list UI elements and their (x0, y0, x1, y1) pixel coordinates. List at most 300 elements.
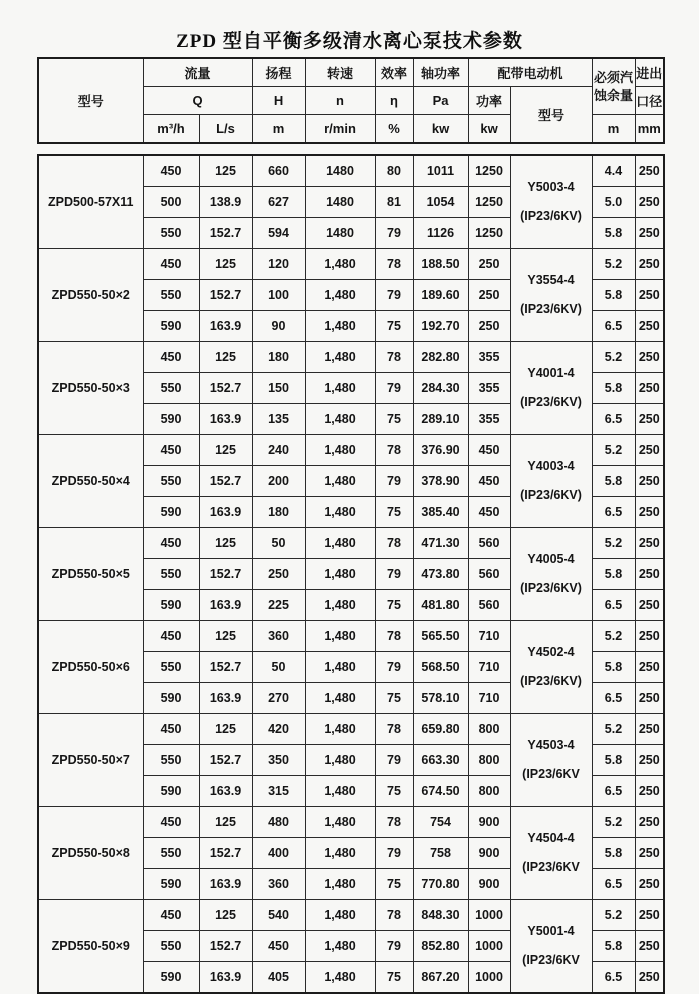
unit-motor-power: kw (468, 115, 510, 144)
data-cell: 378.90 (413, 466, 468, 497)
motor-model-line: Y4001-4 (527, 366, 575, 380)
data-cell: 135 (252, 404, 305, 435)
data-cell: 250 (635, 559, 664, 590)
data-cell: 250 (635, 373, 664, 404)
motor-model-line: Y3554-4 (527, 273, 575, 287)
data-cell: 5.2 (592, 621, 635, 652)
data-cell: 1,480 (305, 621, 375, 652)
data-cell: 481.80 (413, 590, 468, 621)
col-header-motor-group: 配带电动机 (468, 58, 592, 87)
data-cell: 152.7 (199, 466, 252, 497)
npsh-label-line1: 必须汽 (594, 69, 634, 85)
data-cell: 152.7 (199, 280, 252, 311)
data-cell: 240 (252, 435, 305, 466)
data-cell: 550 (143, 745, 199, 776)
data-cell: 250 (635, 869, 664, 900)
data-cell: 78 (375, 621, 413, 652)
data-cell: 1250 (468, 218, 510, 249)
data-cell: 1,480 (305, 342, 375, 373)
pump-model-cell: ZPD550-50×9 (38, 900, 143, 994)
data-cell: 1011 (413, 155, 468, 187)
data-cell: 1,480 (305, 559, 375, 590)
data-cell: 1,480 (305, 776, 375, 807)
data-cell: 125 (199, 900, 252, 931)
col-header-flow-symbol: Q (143, 87, 252, 115)
motor-enclosure-line: (IP23/6KV (522, 767, 580, 781)
data-cell: 590 (143, 497, 199, 528)
motor-model-line: Y4503-4 (527, 738, 575, 752)
data-cell: 594 (252, 218, 305, 249)
data-cell: 79 (375, 466, 413, 497)
unit-flow-ls: L/s (199, 115, 252, 144)
motor-model-line: Y5001-4 (527, 924, 575, 938)
data-cell: 1,480 (305, 497, 375, 528)
motor-model-line: Y4504-4 (527, 831, 575, 845)
data-cell: 250 (468, 249, 510, 280)
motor-model-line: Y4005-4 (527, 552, 575, 566)
data-cell: 78 (375, 900, 413, 931)
data-cell: 500 (143, 187, 199, 218)
motor-model-cell (510, 342, 592, 435)
data-cell: 250 (635, 962, 664, 994)
data-cell: 550 (143, 652, 199, 683)
col-header-head-symbol: H (252, 87, 305, 115)
unit-npsh: m (592, 115, 635, 144)
data-cell: 79 (375, 838, 413, 869)
data-cell: 225 (252, 590, 305, 621)
data-cell: 5.8 (592, 373, 635, 404)
data-cell: 710 (468, 683, 510, 714)
data-cell: 6.5 (592, 590, 635, 621)
data-cell: 163.9 (199, 311, 252, 342)
data-cell: 78 (375, 714, 413, 745)
data-cell: 450 (468, 435, 510, 466)
data-cell: 578.10 (413, 683, 468, 714)
data-cell: 250 (635, 404, 664, 435)
data-cell: 450 (143, 621, 199, 652)
col-header-port-line1: 进出 (635, 58, 664, 87)
data-cell: 5.8 (592, 931, 635, 962)
data-cell: 1000 (468, 962, 510, 994)
data-cell: 250 (635, 683, 664, 714)
pump-model-cell: ZPD550-50×8 (38, 807, 143, 900)
data-cell: 450 (468, 497, 510, 528)
data-cell: 6.5 (592, 311, 635, 342)
data-cell: 6.5 (592, 404, 635, 435)
data-cell: 450 (143, 342, 199, 373)
data-cell: 152.7 (199, 373, 252, 404)
data-cell: 800 (468, 776, 510, 807)
data-cell: 1,480 (305, 404, 375, 435)
data-cell: 250 (635, 155, 664, 187)
col-header-npsh (592, 58, 635, 115)
data-cell: 250 (635, 931, 664, 962)
data-cell: 450 (143, 435, 199, 466)
data-cell: 163.9 (199, 497, 252, 528)
data-cell: 405 (252, 962, 305, 994)
data-cell: 50 (252, 528, 305, 559)
data-cell: 674.50 (413, 776, 468, 807)
data-cell: 5.0 (592, 187, 635, 218)
data-cell: 450 (252, 931, 305, 962)
data-cell: 180 (252, 497, 305, 528)
spec-table-wrapper (37, 57, 665, 994)
data-cell: 163.9 (199, 776, 252, 807)
motor-model-cell (510, 807, 592, 900)
data-cell: 75 (375, 404, 413, 435)
data-cell: 5.8 (592, 466, 635, 497)
data-cell: 250 (635, 280, 664, 311)
data-cell: 79 (375, 931, 413, 962)
data-cell: 471.30 (413, 528, 468, 559)
data-cell: 848.30 (413, 900, 468, 931)
data-cell: 852.80 (413, 931, 468, 962)
data-cell: 250 (635, 311, 664, 342)
data-cell: 6.5 (592, 497, 635, 528)
data-cell: 1,480 (305, 466, 375, 497)
data-cell: 4.4 (592, 155, 635, 187)
data-cell: 770.80 (413, 869, 468, 900)
col-header-speed: 转速 (305, 58, 375, 87)
page-title: ZPD 型自平衡多级清水离心泵技术参数 (176, 31, 523, 52)
data-cell: 1,480 (305, 435, 375, 466)
data-cell: 900 (468, 869, 510, 900)
data-cell: 192.70 (413, 311, 468, 342)
motor-enclosure-line: (IP23/6KV) (520, 581, 582, 595)
motor-model-cell (510, 900, 592, 994)
data-cell: 5.2 (592, 714, 635, 745)
data-cell: 1,480 (305, 745, 375, 776)
data-cell: 420 (252, 714, 305, 745)
data-cell: 900 (468, 807, 510, 838)
table-row (38, 155, 664, 187)
data-cell: 75 (375, 590, 413, 621)
unit-port: mm (635, 115, 664, 144)
data-cell: 5.8 (592, 652, 635, 683)
data-cell: 125 (199, 621, 252, 652)
data-cell: 250 (635, 249, 664, 280)
pump-model-cell: ZPD550-50×7 (38, 714, 143, 807)
data-cell: 355 (468, 373, 510, 404)
data-cell: 350 (252, 745, 305, 776)
data-cell: 1054 (413, 187, 468, 218)
data-cell: 250 (635, 807, 664, 838)
data-cell: 75 (375, 776, 413, 807)
data-cell: 138.9 (199, 187, 252, 218)
data-cell: 250 (635, 528, 664, 559)
col-header-shaft-power: 轴功率 (413, 58, 468, 87)
data-cell: 250 (635, 466, 664, 497)
data-cell: 250 (635, 745, 664, 776)
data-cell: 163.9 (199, 590, 252, 621)
data-cell: 79 (375, 280, 413, 311)
data-cell: 590 (143, 962, 199, 994)
data-cell: 710 (468, 652, 510, 683)
data-cell: 81 (375, 187, 413, 218)
data-cell: 1000 (468, 931, 510, 962)
data-cell: 5.8 (592, 745, 635, 776)
data-cell: 250 (635, 590, 664, 621)
data-cell: 560 (468, 528, 510, 559)
pump-table-body (37, 154, 665, 994)
col-header-efficiency-symbol: η (375, 87, 413, 115)
data-cell: 125 (199, 155, 252, 187)
data-cell: 663.30 (413, 745, 468, 776)
data-cell: 540 (252, 900, 305, 931)
motor-model-line: Y4502-4 (527, 645, 575, 659)
data-cell: 590 (143, 404, 199, 435)
data-cell: 163.9 (199, 683, 252, 714)
motor-model-line: Y4003-4 (527, 459, 575, 473)
data-cell: 1,480 (305, 249, 375, 280)
npsh-label-line2: 蚀余量 (594, 87, 634, 103)
data-cell: 125 (199, 807, 252, 838)
data-cell: 79 (375, 559, 413, 590)
data-cell: 590 (143, 869, 199, 900)
motor-model-cell (510, 714, 592, 807)
table-row (38, 249, 664, 280)
col-header-head: 扬程 (252, 58, 305, 87)
data-cell: 100 (252, 280, 305, 311)
data-cell: 189.60 (413, 280, 468, 311)
data-cell: 250 (635, 900, 664, 931)
data-cell: 125 (199, 342, 252, 373)
data-cell: 376.90 (413, 435, 468, 466)
motor-enclosure-line: (IP23/6KV) (520, 302, 582, 316)
data-cell: 590 (143, 311, 199, 342)
data-cell: 79 (375, 373, 413, 404)
data-cell: 50 (252, 652, 305, 683)
col-header-motor-power: 功率 (468, 87, 510, 115)
table-row (38, 435, 664, 466)
data-cell: 1,480 (305, 900, 375, 931)
unit-head: m (252, 115, 305, 144)
data-cell: 450 (143, 807, 199, 838)
data-cell: 560 (468, 590, 510, 621)
data-cell: 1,480 (305, 652, 375, 683)
table-row (38, 528, 664, 559)
pump-model-cell: ZPD550-50×2 (38, 249, 143, 342)
data-cell: 180 (252, 342, 305, 373)
motor-enclosure-line: (IP23/6KV) (520, 395, 582, 409)
data-cell: 560 (468, 559, 510, 590)
unit-speed: r/min (305, 115, 375, 144)
data-cell: 1,480 (305, 931, 375, 962)
data-cell: 80 (375, 155, 413, 187)
data-cell: 1,480 (305, 528, 375, 559)
table-row (38, 621, 664, 652)
data-cell: 1,480 (305, 373, 375, 404)
pump-table-header (37, 57, 665, 144)
unit-efficiency: % (375, 115, 413, 144)
data-cell: 800 (468, 714, 510, 745)
motor-model-cell (510, 528, 592, 621)
data-cell: 250 (635, 621, 664, 652)
data-cell: 450 (143, 900, 199, 931)
data-cell: 867.20 (413, 962, 468, 994)
data-cell: 1,480 (305, 807, 375, 838)
data-cell: 250 (635, 435, 664, 466)
data-cell: 6.5 (592, 962, 635, 994)
table-row (38, 807, 664, 838)
data-cell: 152.7 (199, 218, 252, 249)
pump-model-cell: ZPD550-50×5 (38, 528, 143, 621)
data-cell: 550 (143, 466, 199, 497)
motor-model-cell (510, 435, 592, 528)
motor-model-cell (510, 155, 592, 249)
data-cell: 590 (143, 776, 199, 807)
data-cell: 568.50 (413, 652, 468, 683)
data-cell: 754 (413, 807, 468, 838)
data-cell: 355 (468, 404, 510, 435)
data-cell: 5.2 (592, 900, 635, 931)
motor-enclosure-line: (IP23/6KV (522, 953, 580, 967)
data-cell: 5.8 (592, 280, 635, 311)
col-header-shaft-power-symbol: Pa (413, 87, 468, 115)
data-cell: 78 (375, 435, 413, 466)
data-cell: 250 (468, 311, 510, 342)
data-cell: 450 (143, 155, 199, 187)
data-cell: 90 (252, 311, 305, 342)
data-cell: 120 (252, 249, 305, 280)
data-cell: 550 (143, 559, 199, 590)
data-cell: 590 (143, 683, 199, 714)
table-row (38, 714, 664, 745)
data-cell: 1,480 (305, 962, 375, 994)
table-row (38, 342, 664, 373)
data-cell: 250 (635, 838, 664, 869)
data-cell: 1,480 (305, 838, 375, 869)
motor-model-line: Y5003-4 (527, 180, 575, 194)
data-cell: 1,480 (305, 280, 375, 311)
data-cell: 400 (252, 838, 305, 869)
pump-model-cell: ZPD550-50×4 (38, 435, 143, 528)
data-cell: 659.80 (413, 714, 468, 745)
data-cell: 315 (252, 776, 305, 807)
data-cell: 1480 (305, 187, 375, 218)
data-cell: 450 (143, 714, 199, 745)
data-cell: 152.7 (199, 559, 252, 590)
data-cell: 5.8 (592, 218, 635, 249)
data-cell: 450 (143, 249, 199, 280)
data-cell: 550 (143, 838, 199, 869)
data-cell: 75 (375, 497, 413, 528)
unit-flow-m3h: m³/h (143, 115, 199, 144)
data-cell: 6.5 (592, 776, 635, 807)
data-cell: 6.5 (592, 683, 635, 714)
data-cell: 1,480 (305, 311, 375, 342)
data-cell: 355 (468, 342, 510, 373)
data-cell: 1480 (305, 155, 375, 187)
data-cell: 565.50 (413, 621, 468, 652)
data-cell: 125 (199, 435, 252, 466)
motor-model-cell (510, 249, 592, 342)
data-cell: 1,480 (305, 869, 375, 900)
data-cell: 270 (252, 683, 305, 714)
motor-enclosure-line: (IP23/6KV) (520, 674, 582, 688)
data-cell: 200 (252, 466, 305, 497)
data-cell: 385.40 (413, 497, 468, 528)
data-cell: 79 (375, 745, 413, 776)
data-cell: 152.7 (199, 838, 252, 869)
data-cell: 163.9 (199, 404, 252, 435)
data-cell: 1480 (305, 218, 375, 249)
data-cell: 5.2 (592, 249, 635, 280)
data-cell: 152.7 (199, 745, 252, 776)
data-cell: 125 (199, 528, 252, 559)
data-cell: 289.10 (413, 404, 468, 435)
data-cell: 125 (199, 714, 252, 745)
data-cell: 78 (375, 249, 413, 280)
data-cell: 250 (635, 714, 664, 745)
data-cell: 800 (468, 745, 510, 776)
data-cell: 710 (468, 621, 510, 652)
data-cell: 550 (143, 280, 199, 311)
data-cell: 75 (375, 869, 413, 900)
data-cell: 5.2 (592, 528, 635, 559)
pump-model-cell: ZPD500-57X11 (38, 155, 143, 249)
data-cell: 550 (143, 373, 199, 404)
data-cell: 5.8 (592, 838, 635, 869)
data-cell: 900 (468, 838, 510, 869)
data-cell: 6.5 (592, 869, 635, 900)
data-cell: 78 (375, 807, 413, 838)
data-cell: 250 (252, 559, 305, 590)
pump-model-cell: ZPD550-50×3 (38, 342, 143, 435)
unit-shaft-power: kw (413, 115, 468, 144)
data-cell: 163.9 (199, 869, 252, 900)
table-row (38, 900, 664, 931)
motor-enclosure-line: (IP23/6KV (522, 860, 580, 874)
data-cell: 1000 (468, 900, 510, 931)
col-header-model: 型号 (38, 58, 143, 143)
header-row-1 (38, 58, 664, 87)
data-cell: 188.50 (413, 249, 468, 280)
motor-enclosure-line: (IP23/6KV) (520, 488, 582, 502)
data-cell: 78 (375, 342, 413, 373)
motor-enclosure-line: (IP23/6KV) (520, 209, 582, 223)
data-cell: 75 (375, 962, 413, 994)
data-cell: 152.7 (199, 652, 252, 683)
data-cell: 152.7 (199, 931, 252, 962)
col-header-efficiency: 效率 (375, 58, 413, 87)
data-cell: 590 (143, 590, 199, 621)
data-cell: 1250 (468, 187, 510, 218)
data-cell: 250 (635, 342, 664, 373)
motor-model-cell (510, 621, 592, 714)
data-cell: 284.30 (413, 373, 468, 404)
data-cell: 79 (375, 652, 413, 683)
data-cell: 250 (635, 187, 664, 218)
data-cell: 360 (252, 621, 305, 652)
data-cell: 550 (143, 218, 199, 249)
data-cell: 660 (252, 155, 305, 187)
data-cell: 250 (635, 218, 664, 249)
data-cell: 5.8 (592, 559, 635, 590)
data-cell: 550 (143, 931, 199, 962)
data-cell: 5.2 (592, 807, 635, 838)
col-header-port-line2: 口径 (635, 87, 664, 115)
data-cell: 250 (635, 776, 664, 807)
data-cell: 1126 (413, 218, 468, 249)
col-header-motor-model: 型号 (510, 87, 592, 144)
data-cell: 78 (375, 528, 413, 559)
data-cell: 163.9 (199, 962, 252, 994)
pump-model-cell: ZPD550-50×6 (38, 621, 143, 714)
data-cell: 282.80 (413, 342, 468, 373)
data-cell: 360 (252, 869, 305, 900)
data-cell: 1250 (468, 155, 510, 187)
